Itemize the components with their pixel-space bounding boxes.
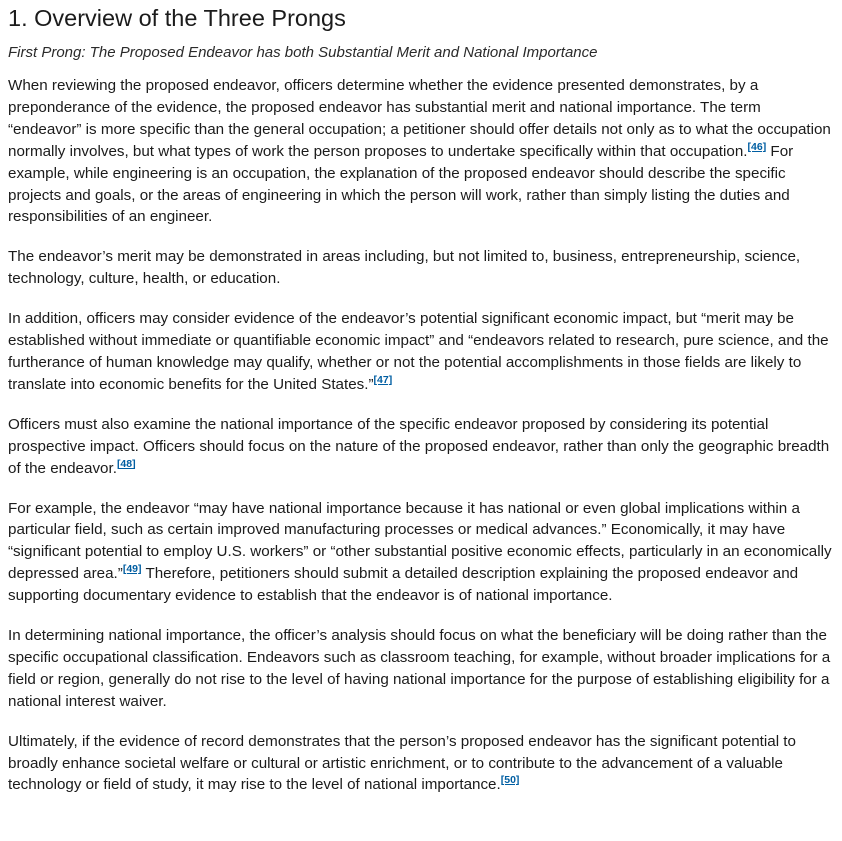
footnote-ref-48 xyxy=(117,458,136,470)
footnote-link[interactable]: [48] xyxy=(116,457,136,470)
footnote-link[interactable]: [50] xyxy=(500,774,520,787)
footnote-link[interactable]: [49] xyxy=(122,563,142,576)
paragraph-text: Therefore, petitioners should submit a detailed description explaining the proposed endeavor and supporting documentary evidence to establish that the endeavor is of national importance. xyxy=(8,565,799,605)
footnote-ref-46 xyxy=(748,141,767,153)
footnote-ref-49 xyxy=(123,563,142,575)
section-heading: 1. Overview of the Three Prongs xyxy=(8,5,346,31)
paragraph-text: For example, while engineering is an occupation, the explanation of the proposed endeavor should describe the specific projects and goals, or the areas of engineering in which the person will work, rather than simply listing the duties and responsibilities of an engineer. xyxy=(8,142,794,226)
document-section xyxy=(0,4,842,796)
paragraph-text: In determining national importance, the officer’s analysis should focus on what the beneficiary will be doing rather than the specific occupational classification. Endeavors such as classroom teaching, for example, without broader implications for a field or region, generally do not rise to the level of having national importance for the purpose of establishing eligibility for a national interest waiver. xyxy=(8,627,831,710)
paragraph-text: Officers must also examine the national importance of the specific endeavor proposed by considering its potential prospective impact. Officers should focus on the nature of the proposed endeavor, rather than only the geographic breadth of the endeavor. xyxy=(8,415,830,477)
footnote-ref-47 xyxy=(374,374,393,386)
paragraph-text: When reviewing the proposed endeavor, officers determine whether the evidence presented demonstrates, by a preponderance of the evidence, the proposed endeavor has substantial merit and national importance. The term “endeavor” is more specific than the general occupation; a petitioner should offer details not only as to what the occupation normally involves, but what types of work the person proposes to undertake specifically within that occupation. xyxy=(8,77,831,160)
paragraph-analysis-focus xyxy=(8,625,834,713)
footnote-link[interactable]: [47] xyxy=(373,373,393,386)
paragraph-text: For example, the endeavor “may have national importance because it has national or even global implications within a particular field, such as certain improved manufacturing processes or medical advances.” Economically, it may have “significant potential to employ U.S. workers” or “other substantial positive economic effects, particularly in an economically depressed area.” xyxy=(8,499,832,583)
paragraph-text: In addition, officers may consider evidence of the endeavor’s potential significant economic impact, but “merit may be established without immediate or quantifiable economic impact” and “endeavors related to research, pure science, and the furtherance of human knowledge may qualify, whether or not the potential accomplishments in those fields are likely to translate into economic benefits for the United States.” xyxy=(8,310,829,393)
paragraph-economic-impact xyxy=(8,308,834,396)
paragraph-merit-areas xyxy=(8,246,834,290)
paragraph-conclusion xyxy=(8,731,834,797)
footnote-link[interactable]: [46] xyxy=(747,140,767,153)
paragraph-text: Ultimately, if the evidence of record demonstrates that the person’s proposed endeavor has the significant potential to broadly enhance societal welfare or cultural or artistic enrichment, or to contribute to the advancement of a valuable technology or field of study, it may rise to the level of national importance. xyxy=(8,732,796,794)
footnote-ref-50 xyxy=(501,774,520,786)
prong-subheading: First Prong: The Proposed Endeavor has both Substantial Merit and National Importance xyxy=(8,44,598,61)
paragraph-national-importance xyxy=(8,414,834,480)
paragraph-text: The endeavor’s merit may be demonstrated in areas including, but not limited to, business, entrepreneurship, science, technology, culture, health, or education. xyxy=(8,248,801,288)
paragraph-endeavor-definition xyxy=(8,75,834,228)
paragraph-national-importance-examples xyxy=(8,498,834,608)
